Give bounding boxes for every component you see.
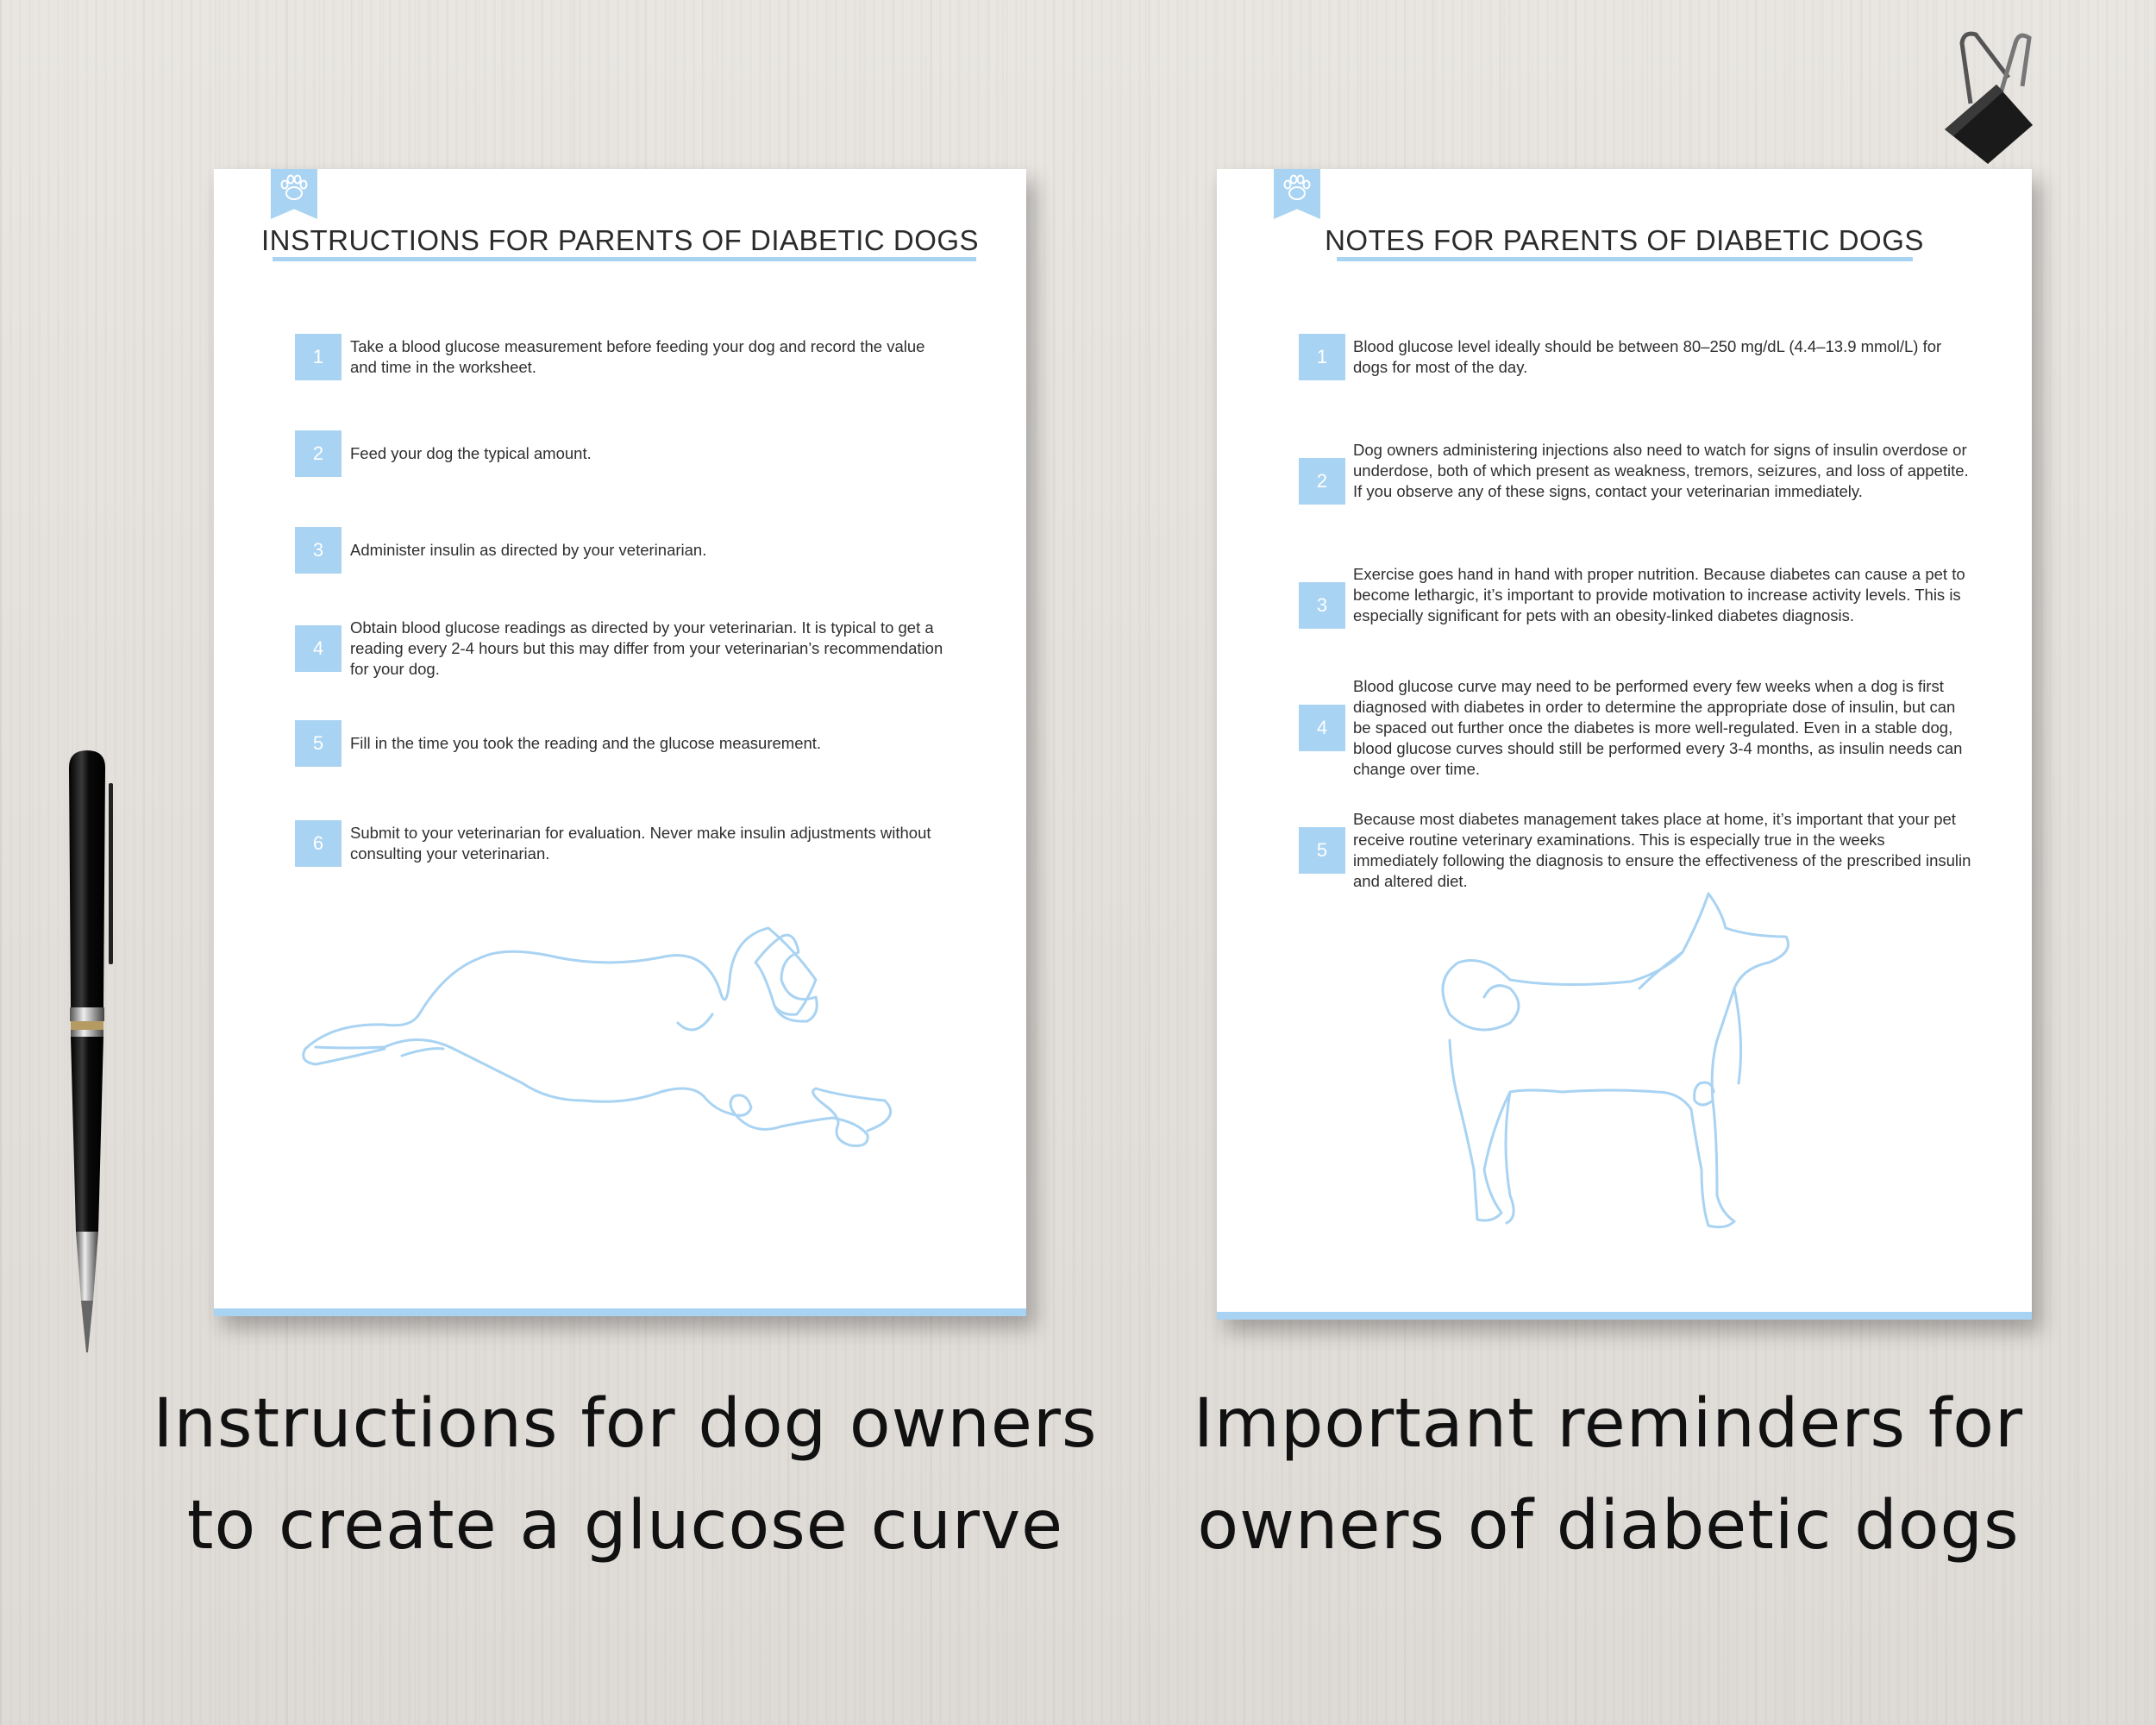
item-number-box: 1 [295, 334, 342, 380]
item-number-box: 5 [295, 720, 342, 767]
item-text: Obtain blood glucose readings as directed by your veterinarian. It is typical to get a reading every 2-4 hours but this may differ from your veterinarian’s recommendation for your dog. [350, 618, 943, 678]
binder-clip [1936, 26, 2040, 164]
item-number-box: 4 [1299, 705, 1345, 751]
item-number-box: 2 [295, 430, 342, 477]
item-text: Administer insulin as directed by your veterinarian. [350, 541, 707, 559]
right-caption-line-2: owners of diabetic dogs [1197, 1487, 2020, 1565]
running-dog-line-art [298, 919, 919, 1161]
item-text: Take a blood glucose measurement before feeding your dog and record the value and time in the worksheet. [350, 337, 925, 376]
item-text: Because most diabetes management takes place at home, it’s important that your pet receive routine veterinary examinations. This is especially true in the weeks immediately following the diagnosis to ensure the effectiveness of the prescribed insulin and altered diet. [1353, 810, 1971, 890]
item-number-box: 2 [1299, 458, 1345, 505]
item-text: Submit to your veterinarian for evaluation. Never make insulin adjustments without consulting your veterinarian. [350, 824, 931, 862]
item-number-box: 1 [1299, 334, 1345, 380]
item-number-box: 3 [295, 527, 342, 574]
left-caption-line-2: to create a glucose curve [186, 1487, 1064, 1565]
item-text: Blood glucose level ideally should be between 80–250 mg/dL (4.4–13.9 mmol/L) for dogs for most of the day. [1353, 337, 1942, 376]
pen [59, 749, 119, 1363]
page-title: INSTRUCTIONS FOR PARENTS OF DIABETIC DOGS [260, 224, 980, 256]
title-underline [1337, 257, 1913, 261]
item-number-box: 5 [1299, 827, 1345, 874]
page-title: NOTES FOR PARENTS OF DIABETIC DOGS [1325, 224, 1924, 256]
right-caption [1112, 1373, 2104, 1577]
bookmark-ribbon [271, 169, 317, 219]
item-number-box: 3 [1299, 582, 1345, 629]
item-text: Blood glucose curve may need to be performed every few weeks when a dog is first diagnosed with diabetes in order to determine the appropriate dose of insulin, but can be spaced out further once the diabetes is more well-regulated. Even in a stable dog, blood glucose curves should still be performed every 3-4 months, as insulin needs can change over time. [1353, 677, 1963, 778]
item-text: Dog owners administering injections also need to watch for signs of insulin overdose or underdose, both of which present as weakness, tremors, seizures, and loss of appetite. If you observe any of these signs, contact your veterinarian immediately. [1353, 441, 1969, 500]
bottom-accent-bar [214, 1308, 1026, 1316]
left-caption-line-1: Instructions for dog owners [153, 1385, 1098, 1463]
instructions-page [214, 169, 1026, 1316]
bottom-accent-bar [1217, 1312, 2032, 1320]
left-caption [103, 1373, 1147, 1577]
item-text: Feed your dog the typical amount. [350, 444, 592, 462]
standing-dog-line-art [1424, 885, 1838, 1247]
notes-page [1217, 169, 2032, 1320]
paw-icon [279, 174, 310, 202]
title-underline [273, 257, 976, 261]
bookmark-ribbon [1274, 169, 1320, 219]
item-text: Exercise goes hand in hand with proper nutrition. Because diabetes can cause a pet to become lethargic, it’s important to provide motivation to increase activity levels. This is especially significant for pets with an obesity-linked diabetes diagnosis. [1353, 565, 1965, 624]
item-text: Fill in the time you took the reading and the glucose measurement. [350, 734, 822, 752]
paw-icon [1282, 174, 1313, 202]
item-number-box: 6 [295, 820, 342, 867]
right-caption-line-1: Important reminders for [1193, 1385, 2024, 1463]
item-number-box: 4 [295, 625, 342, 672]
